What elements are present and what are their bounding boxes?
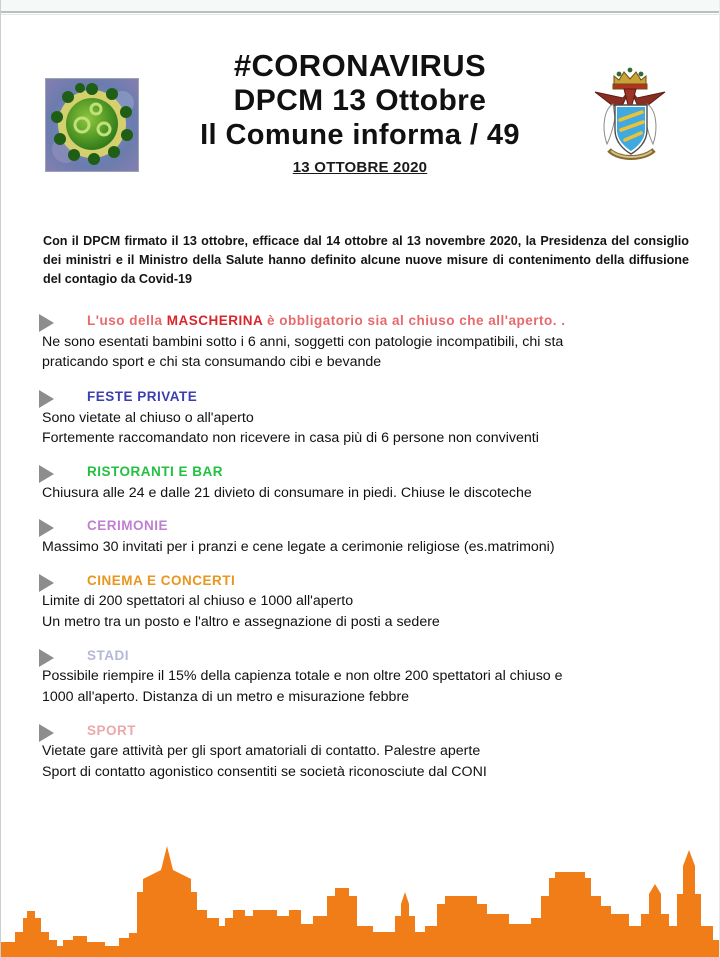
- body-line: Fortemente raccomandato non ricevere in casa più di 6 persone non conviventi: [42, 430, 539, 447]
- coronavirus-particle-image: [45, 78, 139, 172]
- publication-date: 13 OTTOBRE 2020: [292, 159, 428, 177]
- city-skyline-silhouette-icon: [1, 832, 720, 957]
- section-body-cinema-e-concerti: [42, 591, 697, 632]
- title-line-1: #CORONAVIRUS: [233, 48, 487, 83]
- title-line-3: Il Comune informa / 49: [200, 118, 520, 151]
- section-stadi: [1, 646, 719, 708]
- top-strip: [1, 0, 719, 11]
- section-heading-mascherina: [87, 311, 697, 331]
- body-line: 1000 all'aperto. Distanza di un metro e misurazione febbre: [42, 688, 410, 705]
- body-line: Sono vietate al chiuso o all'aperto: [42, 409, 254, 426]
- play-triangle-icon: [39, 519, 54, 537]
- heading-part-prefix: L'uso della: [87, 313, 167, 328]
- section-cerimonie: [1, 516, 719, 557]
- section-ristoranti-e-bar: [1, 462, 719, 503]
- section-body-mascherina: [42, 332, 697, 373]
- section-cinema-e-concerti: [1, 571, 719, 633]
- body-line: Sport di contatto agonistico consentiti se società riconosciute dal CONI: [42, 764, 487, 781]
- body-line: Vietate gare attività per gli sport amatoriali di contatto. Palestre aperte: [42, 743, 481, 760]
- top-divider-secondary: [1, 14, 719, 15]
- heading-part-keyword: MASCHERINA: [166, 313, 263, 328]
- section-body-feste-private: [42, 408, 697, 449]
- body-line: Possibile riempire il 15% della capienza totale e non oltre 200 spettatori al chiuso e: [42, 668, 563, 685]
- header: [1, 34, 719, 209]
- section-feste-private: [1, 387, 719, 449]
- section-sport: [1, 721, 719, 783]
- section-body-cerimonie: [42, 537, 697, 558]
- section-heading-cinema-e-concerti: CINEMA E CONCERTI: [87, 572, 236, 588]
- body-line: Massimo 30 invitati per i pranzi e cene legate a cerimonie religiose (es.matrimoni): [42, 538, 555, 555]
- section-body-ristoranti-e-bar: [42, 483, 697, 504]
- top-divider: [1, 11, 719, 13]
- section-heading-feste-private: FESTE PRIVATE: [87, 389, 198, 405]
- section-mascherina: [1, 311, 719, 373]
- title-line-2: DPCM 13 Ottobre: [233, 83, 487, 117]
- section-heading-sport: SPORT: [87, 722, 137, 738]
- measures-list: [1, 311, 719, 793]
- body-line: Ne sono esentati bambini sotto i 6 anni, soggetti con patologie incompatibili, chi sta: [42, 333, 564, 350]
- section-body-sport: [42, 741, 697, 782]
- section-heading-stadi: STADI: [87, 647, 129, 663]
- intro-paragraph: Con il DPCM firmato il 13 ottobre, efficace dal 14 ottobre al 13 novembre 2020, la Presidenza del consiglio dei ministri e il Ministro della Salute hanno definito alcune nuove misure di contenimento della diffusione del contagio da Covid-19: [43, 234, 689, 287]
- heading-part-suffix: è obbligatorio sia al chiuso che all'aperto. .: [262, 313, 566, 328]
- municipal-coat-of-arms-icon: [583, 58, 681, 170]
- body-line: praticando sport e chi sta consumando cibi e bevande: [42, 354, 382, 371]
- play-triangle-icon: [39, 724, 54, 742]
- section-body-stadi: [42, 666, 697, 707]
- play-triangle-icon: [39, 465, 54, 483]
- section-heading-cerimonie: CERIMONIE: [87, 518, 169, 534]
- section-heading-ristoranti-e-bar: RISTORANTI E BAR: [87, 464, 224, 480]
- title-block: [151, 48, 569, 176]
- body-line: Un metro tra un posto e l'altro e assegnazione di posti a sedere: [42, 613, 440, 630]
- play-triangle-icon: [39, 314, 54, 332]
- play-triangle-icon: [39, 649, 54, 667]
- play-triangle-icon: [39, 574, 54, 592]
- body-line: Chiusura alle 24 e dalle 21 divieto di consumare in piedi. Chiuse le discoteche: [42, 484, 532, 501]
- play-triangle-icon: [39, 390, 54, 408]
- body-line: Limite di 200 spettatori al chiuso e 1000 all'aperto: [42, 593, 354, 610]
